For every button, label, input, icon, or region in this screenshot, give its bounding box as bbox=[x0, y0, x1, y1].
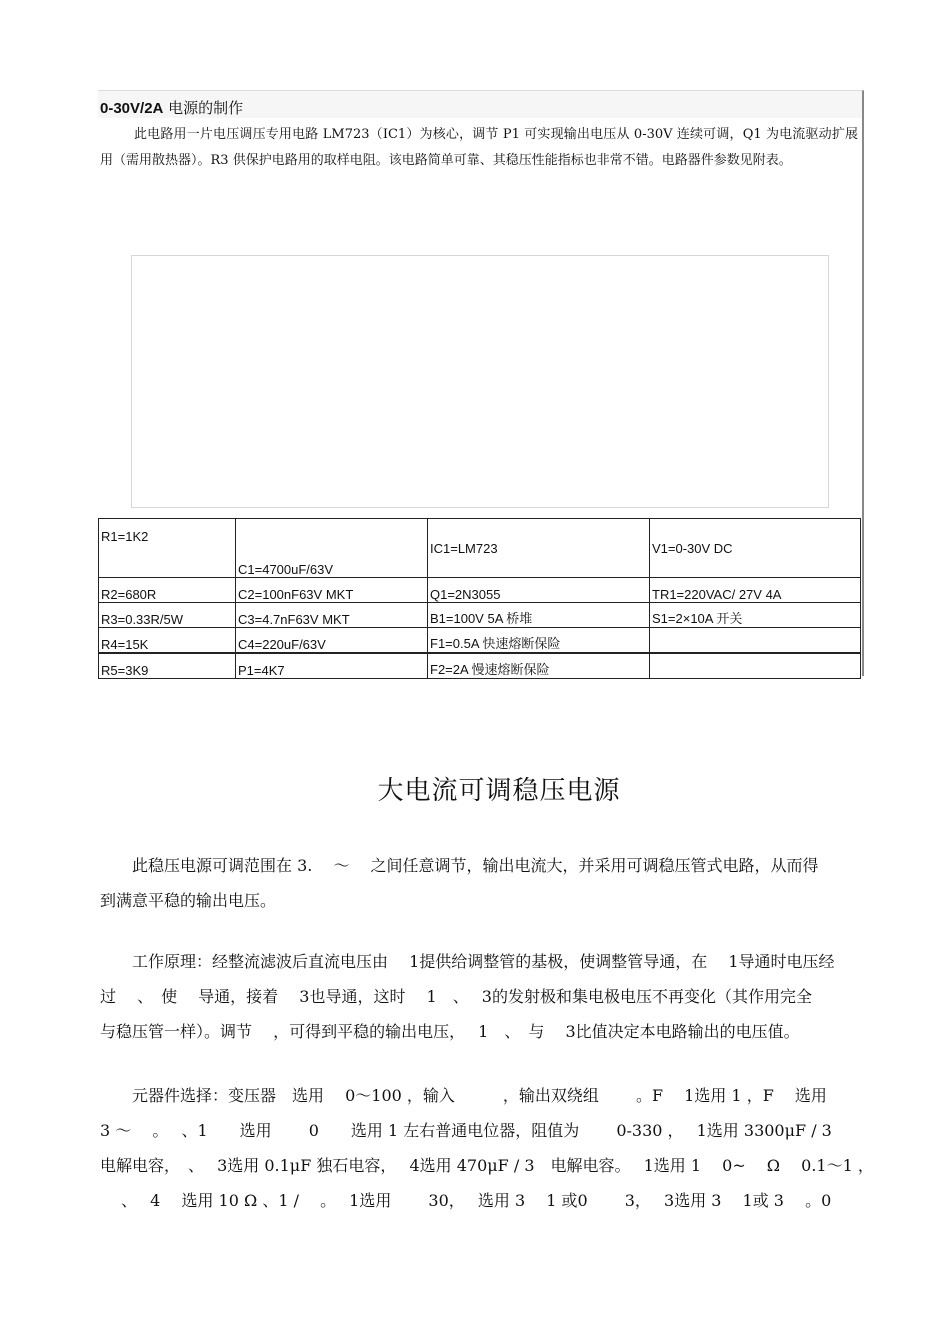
paragraph-line: 、 4 选用 10 Ω 、1 / 。 1选用 30， 选用 3 1 或0 3， 3选用 3 1或 3 。0 bbox=[100, 1191, 832, 1210]
table-row bbox=[99, 653, 861, 679]
table-cell: P1=4K7 bbox=[236, 653, 428, 679]
table-cell: S1=2×10A 开关 bbox=[650, 603, 861, 628]
article-intro: 此电路用一片电压调压专用电路 LM723（IC1）为核心，调节 P1 可实现输出电压从 0-30V 连续可调，Q1 为电流驱动扩展用（需用散热器）。R3 供保护电路用的取样电阻。该电路简单可靠、其稳压性能指标也非常不错。电路器件参数见附表。 bbox=[100, 127, 858, 168]
table-cell: R3=0.33R/5W bbox=[99, 603, 236, 628]
table-row bbox=[99, 519, 861, 578]
paragraph-principle bbox=[100, 944, 860, 1049]
table-cell: F1=0.5A 快速熔断保险 bbox=[428, 628, 650, 654]
table-row bbox=[99, 578, 861, 603]
paragraph-line: 元器件选择：变压器 选用 0～100 ，输入 ，输出双绕组 。F 1选用 1 ，F 选用 bbox=[100, 1086, 827, 1105]
parts-table bbox=[98, 518, 861, 679]
circuit-image-placeholder bbox=[131, 255, 829, 508]
paragraph-components bbox=[100, 1078, 874, 1218]
article-title-rest: 电源的制作 bbox=[163, 99, 244, 117]
table-cell: C3=4.7nF63V MKT bbox=[236, 603, 428, 628]
table-cell: TR1=220VAC/ 27V 4A bbox=[650, 578, 861, 603]
table-cell: C2=100nF63V MKT bbox=[236, 578, 428, 603]
paragraph-range bbox=[100, 848, 860, 918]
table-row bbox=[99, 603, 861, 628]
paragraph-line: 工作原理：经整流滤波后直流电压由 1提供给调整管的基极，使调整管导通，在 1导通时电压经 bbox=[100, 952, 835, 971]
table-cell: R4=15K bbox=[99, 628, 236, 654]
paragraph-line: 到满意平稳的输出电压。 bbox=[100, 891, 277, 910]
article-title-bold: 0-30V/2A bbox=[100, 100, 164, 117]
paragraph-line: 与稳压管一样）。调节 ，可得到平稳的输出电压， 1 、 与 3比值决定本电路输出的电压值。 bbox=[100, 1022, 800, 1041]
paragraph-line: 3 ～ 。 、1 选用 0 选用 1 左右普通电位器，阻值为 0-330 ， 1选用 3300μF / 3 bbox=[100, 1121, 832, 1140]
table-cell bbox=[650, 653, 861, 679]
table-cell: IC1=LM723 bbox=[428, 519, 650, 578]
table-cell: C1=4700uF/63V bbox=[236, 519, 428, 578]
table-cell: Q1=2N3055 bbox=[428, 578, 650, 603]
paragraph-line: 过 、 使 导通，接着 3也导通，这时 1 、 3的发射极和集电极电压不再变化（其作用完全 bbox=[100, 987, 812, 1006]
table-cell: C4=220uF/63V bbox=[236, 628, 428, 654]
table-cell: R5=3K9 bbox=[99, 653, 236, 679]
table-row bbox=[99, 628, 861, 654]
table-cell: R1=1K2 bbox=[99, 519, 236, 578]
table-cell: R2=680R bbox=[99, 578, 236, 603]
article-title bbox=[100, 97, 243, 118]
paragraph-line: 此稳压电源可调范围在 3. ～ 之间任意调节，输出电流大，并采用可调稳压管式电路，从而得 bbox=[100, 856, 819, 875]
table-cell: V1=0-30V DC bbox=[650, 519, 861, 578]
table-cell bbox=[650, 628, 861, 654]
paragraph-line: 电解电容， 、 3选用 0.1μF 独石电容， 4选用 470μF / 3 电解电容。 1选用 1 0~ Ω 0.1～1 ， bbox=[100, 1156, 874, 1175]
table-cell: B1=100V 5A 桥堆 bbox=[428, 603, 650, 628]
section-title: 大电流可调稳压电源 bbox=[377, 776, 621, 806]
table-cell: F2=2A 慢速熔断保险 bbox=[428, 653, 650, 679]
